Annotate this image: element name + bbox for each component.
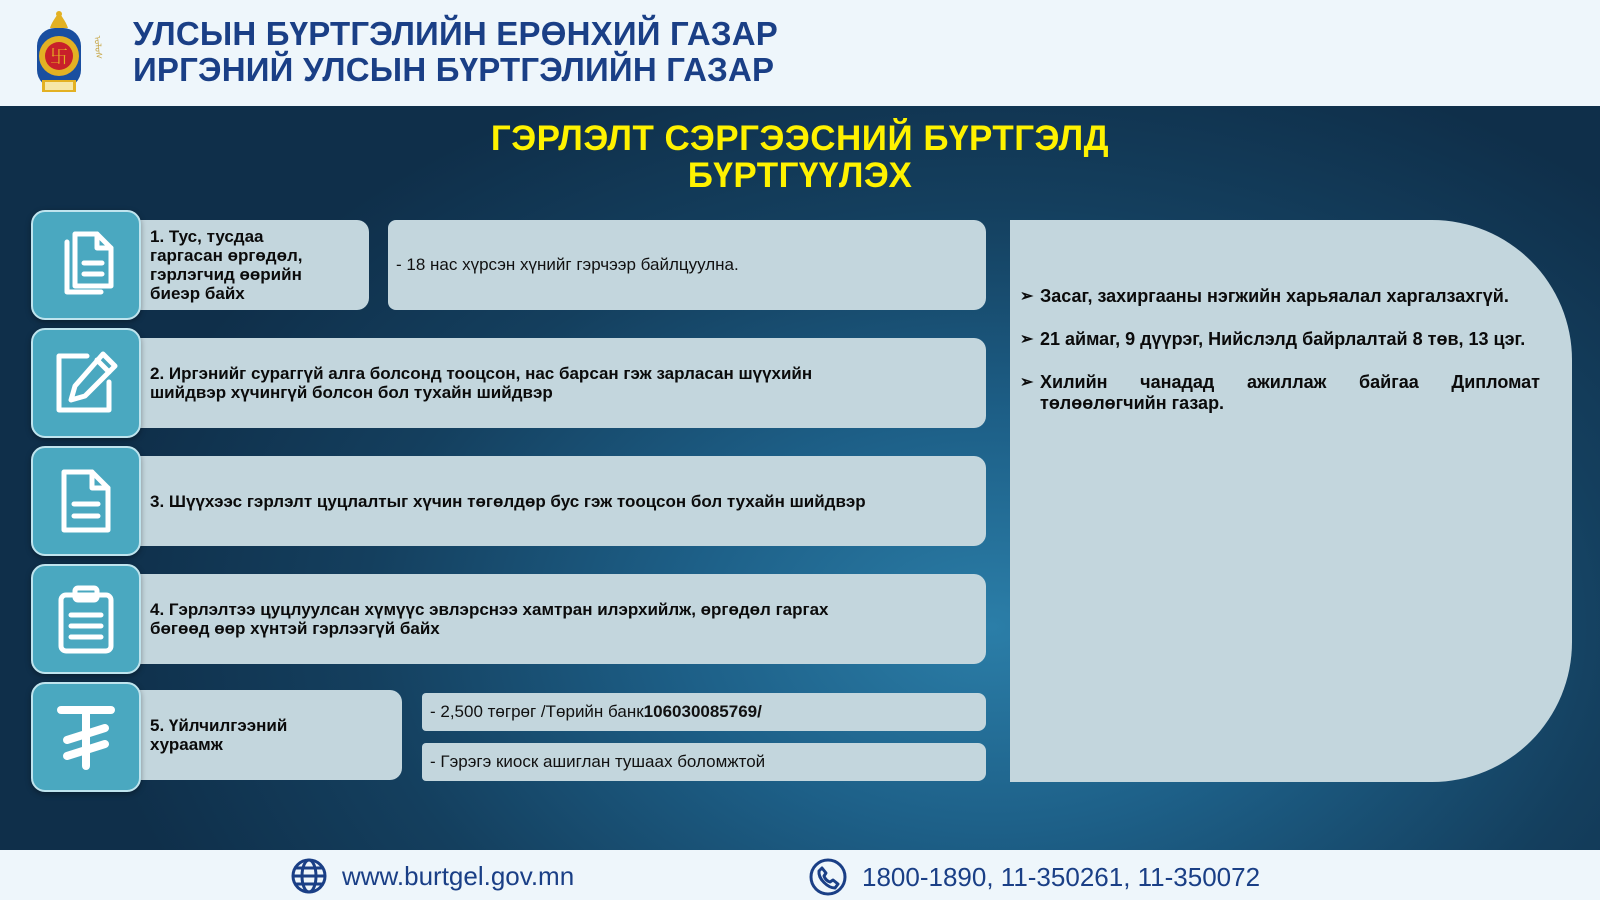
coverage-item-text: Засаг, захиргааны нэгжийн харьяалал харгалзахгүй.	[1040, 286, 1509, 306]
step-5-kiosk	[422, 743, 986, 781]
edit-pen-icon	[51, 348, 121, 418]
step-2-card	[134, 338, 986, 428]
step-4-icon-tile	[31, 564, 141, 674]
step-3-label: 3. Шүүхээс гэрлэлт цуцлалтыг хүчин төгөлдөр бус гэж тооцсон бол тухайн шийдвэр	[150, 491, 866, 511]
bank-account-number: 106030085769/	[643, 702, 762, 721]
phone-numbers	[808, 857, 1260, 897]
coverage-item-text: Хилийн чанадад ажиллаж байгаа Дипломат төлөөлөгчийн газар.	[1040, 372, 1540, 413]
step-1-icon-tile	[31, 210, 141, 320]
step-5-fee	[422, 693, 986, 731]
page-title	[0, 120, 1600, 194]
footer	[0, 850, 1600, 900]
document-icon	[56, 466, 116, 536]
phone-numbers-text: 1800-1890, 11-350261, 11-350072	[862, 861, 1261, 892]
step-3-card	[134, 456, 986, 546]
step-5-kiosk-text: - Гэрэгэ киоск ашиглан тушаах боломжтой	[430, 752, 766, 771]
mongolian-state-emblem	[14, 6, 104, 100]
step-4-card	[134, 574, 986, 664]
page-title-line1: ГЭРЛЭЛТ СЭРГЭЭСНИЙ БҮРТГЭЛД	[490, 119, 1110, 158]
documents-icon	[53, 230, 119, 300]
coverage-item	[1020, 329, 1540, 350]
step-3-icon-tile	[31, 446, 141, 556]
arrow-bullet-icon: ➢	[1020, 374, 1034, 391]
coverage-item	[1020, 372, 1540, 414]
svg-text:卐: 卐	[50, 47, 68, 67]
header	[0, 0, 1600, 106]
step-1-label: 1. Тус, тусдаа гаргасан өргөдөл, гэрлэгчид өөрийн биеэр байх	[150, 227, 303, 303]
step-4-label: 4. Гэрлэлтээ цуцлуулсан хүмүүс эвлэрснээ хамтран илэрхийлж, өргөдөл гаргах бөгөөд өөр хүнтэй гэрлээгүй байх	[150, 600, 829, 638]
step-1-detail-text: - 18 нас хүрсэн хүнийг гэрчээр байлцуулна.	[396, 255, 739, 274]
step-2-label: 2. Иргэнийг сураггүй алга болсонд тооцсон, нас барсан гэж зарласан шүүхийн шийдвэр хүчингүй болсон бол тухайн шийдвэр	[150, 364, 813, 402]
page-title-line2: БҮРТГҮҮЛЭХ	[687, 156, 913, 195]
step-5-card	[134, 690, 402, 780]
organization-title	[133, 16, 778, 88]
arrow-bullet-icon: ➢	[1020, 288, 1034, 305]
arrow-bullet-icon: ➢	[1020, 331, 1034, 348]
coverage-item-text: 21 аймаг, 9 дүүрэг, Нийслэлд байрлалтай 8 төв, 13 цэг.	[1040, 329, 1526, 349]
coverage-item	[1020, 286, 1540, 307]
svg-text:ᠤᠯᠤᠰ: ᠤᠯᠤᠰ	[92, 35, 104, 60]
step-1-card	[134, 220, 369, 310]
tugrik-icon	[53, 700, 119, 774]
globe-icon	[290, 857, 328, 895]
step-5-fee-text: - 2,500 төгрөг /Төрийн банк	[430, 702, 644, 721]
phone-icon	[808, 857, 848, 897]
step-2-icon-tile	[31, 328, 141, 438]
organization-title-line1: УЛСЫН БҮРТГЭЛИЙН ЕРӨНХИЙ ГАЗАР	[133, 15, 779, 52]
clipboard-icon	[55, 583, 117, 655]
coverage-list	[1020, 286, 1540, 436]
step-5-label: 5. Үйлчилгээний хураамж	[150, 716, 288, 754]
coverage-panel	[1010, 220, 1572, 782]
website-text[interactable]: www.burtgel.gov.mn	[342, 860, 575, 891]
main-panel	[0, 106, 1600, 850]
organization-title-line2: ИРГЭНИЙ УЛСЫН БҮРТГЭЛИЙН ГАЗАР	[133, 51, 775, 88]
website-link[interactable]	[290, 857, 574, 895]
step-5-icon-tile	[31, 682, 141, 792]
step-1-detail	[388, 220, 986, 310]
